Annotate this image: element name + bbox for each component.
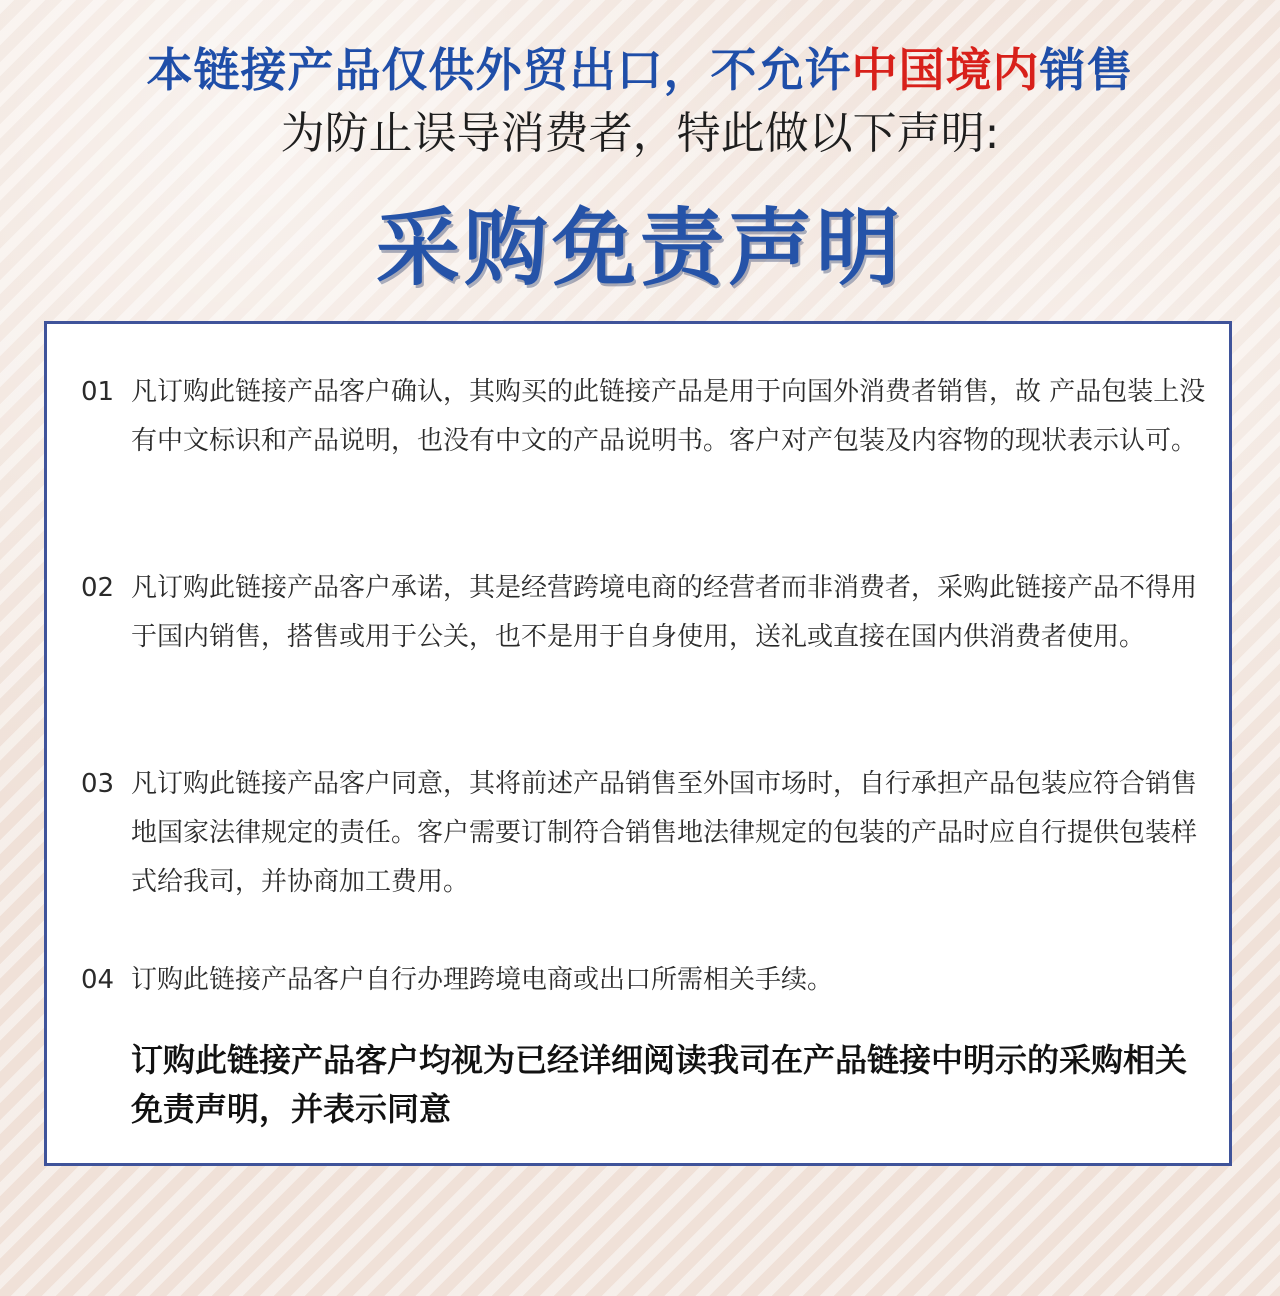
clause-number: 02: [81, 573, 115, 603]
subheadline: 为防止误导消费者，特此做以下声明:: [280, 108, 1000, 159]
page-title: 采购免责声明: [375, 199, 904, 297]
headline-part1: 本链接产品仅供外贸出口，不允许: [146, 43, 852, 97]
headline-red-emphasis: 中国境内: [851, 43, 1040, 97]
clause-text: 凡订购此链接产品客户确认，其购买的此链接产品是用于向国外消费者销售，故 产品包装上没有中文标识和产品说明，也没有中文的产品说明书。客户对产包装及内容物的现状表示认可。: [131, 377, 1206, 456]
clause-text: 订购此链接产品客户自行办理跨境电商或出口所需相关手续。: [131, 965, 834, 995]
headline: [0, 38, 1280, 102]
disclaimer-card: [44, 321, 1232, 1166]
clause-number: 01: [81, 377, 115, 407]
clause-number: 03: [81, 769, 115, 799]
clause-text: 凡订购此链接产品客户承诺，其是经营跨境电商的经营者而非消费者，采购此链接产品不得用于国内销售，搭售或用于公关，也不是用于自身使用，送礼或直接在国内供消费者使用。: [131, 573, 1198, 652]
headline-part2: 销售: [1039, 43, 1134, 97]
conclusion-statement: 订购此链接产品客户均视为已经详细阅读我司在产品链接中明示的采购相关免责声明，并表示同意: [131, 1041, 1188, 1128]
clause-text: 凡订购此链接产品客户同意，其将前述产品销售至外国市场时，自行承担产品包装应符合销售地国家法律规定的责任。客户需要订制符合销售地法律规定的包装的产品时应自行提供包装样式给我司，并协商加工费用。: [131, 769, 1198, 897]
clause-number: 04: [81, 965, 115, 995]
